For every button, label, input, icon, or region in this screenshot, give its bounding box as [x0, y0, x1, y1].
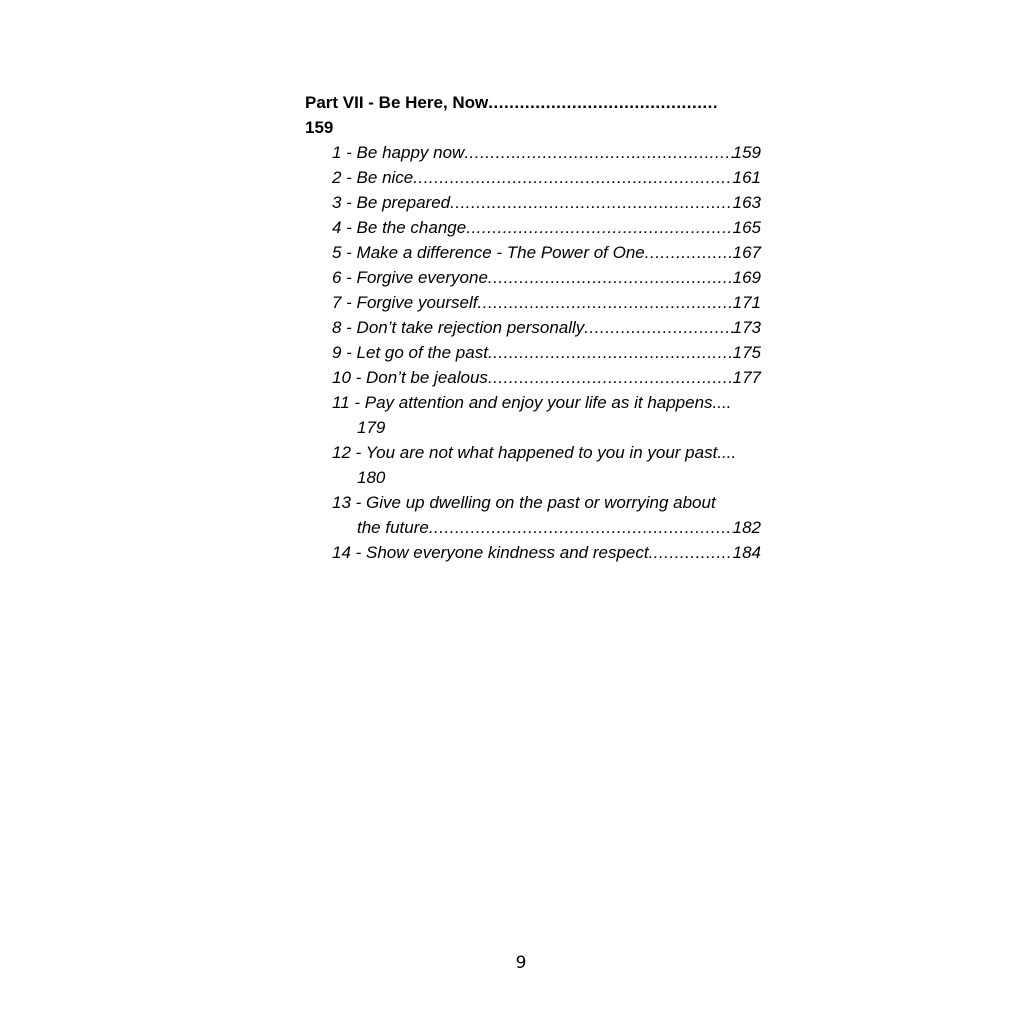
entry-page: 171	[732, 293, 761, 312]
toc-entry[interactable]	[305, 440, 761, 465]
dot-leader	[413, 165, 732, 190]
entry-title: 12 - You are not what happened to you in your past	[332, 443, 718, 462]
entry-page: 182	[732, 518, 761, 537]
toc-entry[interactable]	[305, 240, 761, 265]
toc-entry[interactable]	[305, 265, 761, 290]
toc-entry[interactable]	[305, 340, 761, 365]
entry-title: 5 - Make a difference - The Power of One	[332, 243, 645, 262]
part-heading	[305, 90, 761, 115]
entry-title: 10 - Don’t be jealous	[332, 368, 488, 387]
dot-leader	[488, 265, 733, 290]
dot-leader	[649, 540, 733, 565]
dot-leader	[429, 515, 733, 540]
dot-leader	[450, 190, 732, 215]
entry-page-line	[305, 415, 761, 440]
entry-page: 169	[732, 268, 761, 287]
dot-leader	[584, 315, 732, 340]
toc-entry[interactable]	[305, 290, 761, 315]
table-of-contents	[305, 90, 761, 565]
entry-title: 1 - Be happy now	[332, 143, 465, 162]
entry-page: 184	[732, 543, 761, 562]
entry-page-line	[305, 465, 761, 490]
dot-leader: ....	[712, 393, 732, 412]
part-title: Part VII - Be Here, Now	[305, 93, 489, 112]
entry-page: 161	[732, 168, 761, 187]
entry-page: 159	[732, 143, 761, 162]
toc-entry[interactable]	[305, 490, 761, 515]
dot-leader	[645, 240, 733, 265]
entry-page: 167	[732, 243, 761, 262]
toc-entry[interactable]	[305, 315, 761, 340]
entry-page: 180	[357, 468, 386, 487]
entry-page: 173	[732, 318, 761, 337]
part-page-line	[305, 115, 761, 140]
entry-title: 9 - Let go of the past	[332, 343, 488, 362]
entry-title: 2 - Be nice	[332, 168, 414, 187]
entry-title: 11 - Pay attention and enjoy your life as it happens	[332, 393, 713, 412]
entry-continuation	[305, 515, 761, 540]
entry-page: 163	[732, 193, 761, 212]
entry-page: 177	[732, 368, 761, 387]
toc-entry[interactable]	[305, 365, 761, 390]
entry-page: 175	[732, 343, 761, 362]
toc-entry[interactable]	[305, 540, 761, 565]
entry-title: 6 - Forgive everyone	[332, 268, 488, 287]
dot-leader	[488, 365, 733, 390]
dot-leader	[478, 290, 733, 315]
dot-leader: ....	[717, 443, 737, 462]
dot-leader	[488, 90, 718, 115]
entry-title-continued: the future	[357, 518, 429, 537]
page-number: 9	[515, 953, 527, 973]
toc-entry[interactable]	[305, 140, 761, 165]
part-page: 159	[305, 118, 334, 137]
toc-entries	[305, 140, 761, 565]
entry-title: 13 - Give up dwelling on the past or worrying about	[332, 493, 716, 512]
dot-leader	[466, 215, 732, 240]
toc-entry[interactable]	[305, 165, 761, 190]
entry-title: 3 - Be prepared	[332, 193, 451, 212]
entry-page: 165	[732, 218, 761, 237]
entry-title: 7 - Forgive yourself	[332, 293, 478, 312]
toc-entry[interactable]	[305, 390, 761, 415]
toc-entry[interactable]	[305, 190, 761, 215]
toc-entry[interactable]	[305, 215, 761, 240]
entry-page: 179	[357, 418, 386, 437]
entry-title: 14 - Show everyone kindness and respect	[332, 543, 649, 562]
entry-title: 8 - Don’t take rejection personally	[332, 318, 585, 337]
dot-leader	[488, 340, 733, 365]
entry-title: 4 - Be the change	[332, 218, 467, 237]
dot-leader	[464, 140, 732, 165]
